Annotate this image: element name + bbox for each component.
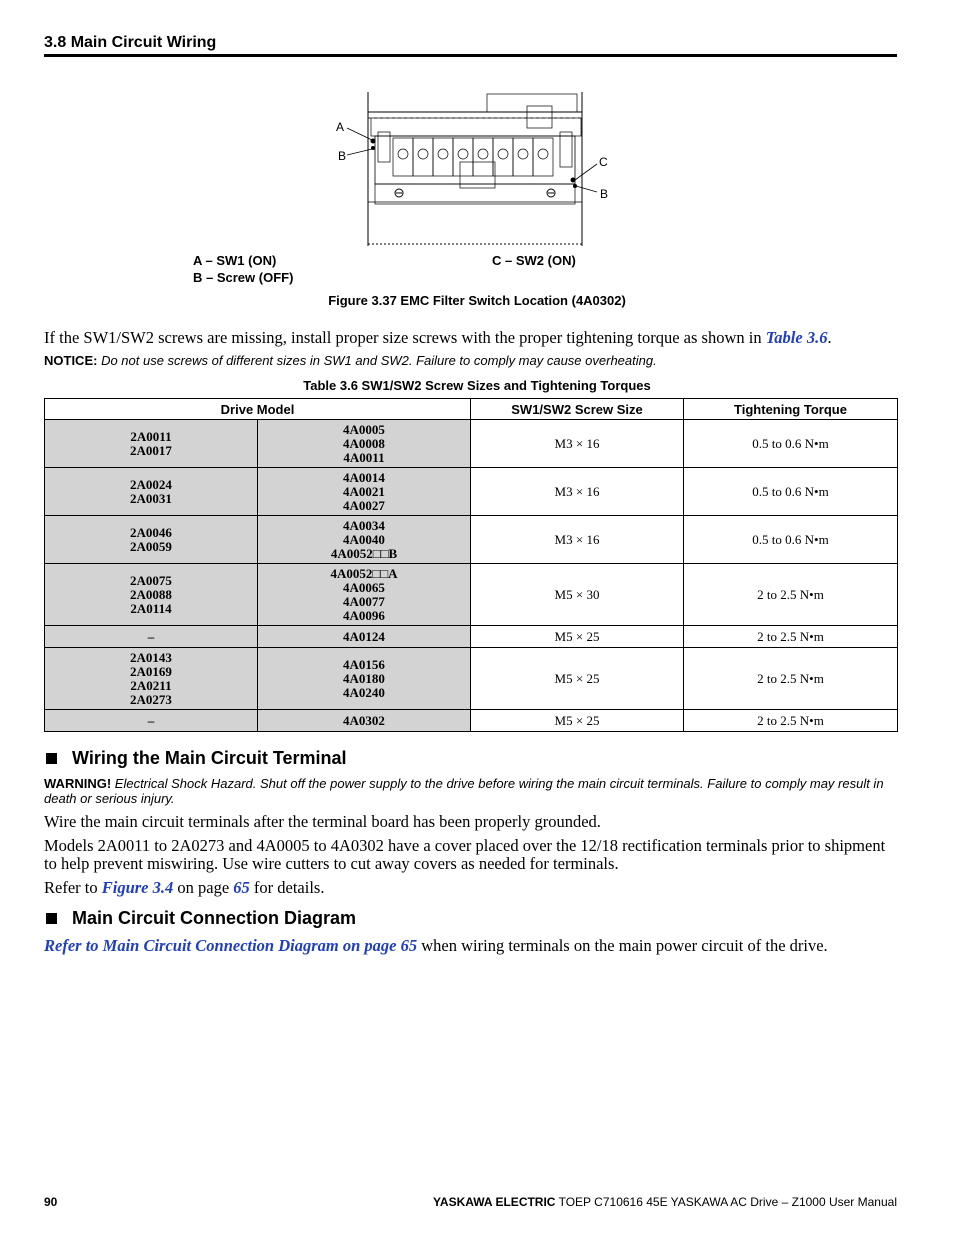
heading-text: Main Circuit Connection Diagram [72, 908, 357, 928]
screw-size-cell: M5 × 25 [471, 626, 684, 648]
warning-text: Electrical Shock Hazard. Shut off the power supply to the drive before wiring the main circuit terminals. Failure to comply may result in death or serious injury. [44, 776, 884, 806]
header-drive-model: Drive Model [45, 399, 471, 420]
notice-label: NOTICE: [44, 353, 98, 368]
screw-size-cell: M3 × 16 [471, 468, 684, 516]
refer-mid: on page [173, 878, 234, 897]
paragraph-cover: Models 2A0011 to 2A0273 and 4A0005 to 4A0302 have a cover placed over the 12/18 rectification terminals prior to shipment to help prevent miswiring. Use wire cutters to cut away covers as needed for terminals. [44, 836, 886, 873]
table-row [45, 468, 898, 516]
header-torque: Tightening Torque [684, 399, 898, 420]
screw-size-cell: M3 × 16 [471, 516, 684, 564]
diagram-text: when wiring terminals on the main power circuit of the drive. [417, 936, 828, 955]
table-row [45, 564, 898, 626]
section-header: 3.8 Main Circuit Wiring [44, 34, 217, 51]
section-bullet-icon [46, 913, 57, 924]
model-4a-cell: 4A0034 4A0040 4A0052□□B [258, 516, 471, 564]
section-bullet-icon [46, 753, 57, 764]
notice-message [44, 353, 904, 368]
model-4a-cell: 4A0302 [258, 710, 471, 732]
warning-message [44, 776, 904, 806]
torque-cell: 2 to 2.5 N•m [684, 710, 898, 732]
torque-cell: 0.5 to 0.6 N•m [684, 468, 898, 516]
screw-size-cell: M5 × 25 [471, 710, 684, 732]
page-65-link[interactable]: 65 [233, 878, 250, 897]
paragraph-end: . [827, 328, 832, 347]
table-caption: Table 3.6 SW1/SW2 Screw Sizes and Tightening Torques [303, 378, 651, 393]
footer-brand: YASKAWA ELECTRIC [433, 1195, 556, 1209]
paragraph-screws-missing [44, 329, 897, 347]
table-row [45, 648, 898, 710]
table-row [45, 516, 898, 564]
torque-cell: 2 to 2.5 N•m [684, 626, 898, 648]
screw-size-cell: M5 × 30 [471, 564, 684, 626]
header-screw-size: SW1/SW2 Screw Size [471, 399, 684, 420]
footer-document [433, 1195, 897, 1209]
warning-label: WARNING! [44, 776, 112, 791]
model-2a-cell: – [45, 626, 258, 648]
paragraph-grounded: Wire the main circuit terminals after the terminal board has been properly grounded. [44, 812, 601, 831]
figure-3-4-link[interactable]: Figure 3.4 [101, 878, 174, 897]
header-rule [44, 54, 897, 57]
legend-c: C – SW2 (ON) [492, 253, 576, 268]
table-row [45, 626, 898, 648]
torque-cell: 0.5 to 0.6 N•m [684, 420, 898, 468]
torque-cell: 0.5 to 0.6 N•m [684, 516, 898, 564]
figure-label-c: C [599, 155, 608, 169]
heading-connection-diagram [44, 908, 356, 929]
connection-diagram-link[interactable]: Refer to Main Circuit Connection Diagram on page 65 [44, 936, 418, 955]
screw-size-cell: M3 × 16 [471, 420, 684, 468]
screw-size-table [44, 398, 898, 732]
heading-wiring-main-circuit [44, 748, 347, 769]
model-2a-cell: 2A0011 2A0017 [45, 420, 258, 468]
figure-label-a: A [336, 120, 345, 134]
paragraph-refer [44, 879, 897, 897]
table-3-6-link[interactable]: Table 3.6 [765, 328, 828, 347]
torque-cell: 2 to 2.5 N•m [684, 648, 898, 710]
paragraph-diagram-reference [44, 937, 897, 955]
model-2a-cell: 2A0024 2A0031 [45, 468, 258, 516]
figure-caption: Figure 3.37 EMC Filter Switch Location (4A0302) [328, 293, 626, 308]
table-header-row [45, 399, 898, 420]
drive-terminal-illustration [335, 92, 615, 246]
model-2a-cell: 2A0075 2A0088 2A0114 [45, 564, 258, 626]
torque-cell: 2 to 2.5 N•m [684, 564, 898, 626]
model-4a-cell: 4A0156 4A0180 4A0240 [258, 648, 471, 710]
screw-size-cell: M5 × 25 [471, 648, 684, 710]
paragraph-text: If the SW1/SW2 screws are missing, install proper size screws with the proper tightening torque as shown in [44, 328, 766, 347]
legend-a: A – SW1 (ON) [193, 253, 277, 268]
model-2a-cell: 2A0046 2A0059 [45, 516, 258, 564]
table-row [45, 420, 898, 468]
figure-label-b-left: B [338, 149, 347, 163]
model-4a-cell: 4A0014 4A0021 4A0027 [258, 468, 471, 516]
table-body [45, 420, 898, 732]
model-2a-cell: – [45, 710, 258, 732]
model-4a-cell: 4A0124 [258, 626, 471, 648]
figure-label-b-right: B [600, 187, 609, 201]
refer-end: for details. [249, 878, 325, 897]
table-row [45, 710, 898, 732]
emc-filter-figure [335, 92, 615, 246]
model-4a-cell: 4A0052□□A 4A0065 4A0077 4A0096 [258, 564, 471, 626]
heading-text: Wiring the Main Circuit Terminal [72, 748, 347, 768]
page-number: 90 [44, 1195, 58, 1209]
footer-doc-title: TOEP C710616 45E YASKAWA AC Drive – Z1000 User Manual [555, 1195, 897, 1209]
refer-text: Refer to [44, 878, 102, 897]
model-4a-cell: 4A0005 4A0008 4A0011 [258, 420, 471, 468]
notice-text: Do not use screws of different sizes in SW1 and SW2. Failure to comply may cause overheating. [97, 353, 657, 368]
model-2a-cell: 2A0143 2A0169 2A0211 2A0273 [45, 648, 258, 710]
legend-b: B – Screw (OFF) [193, 270, 294, 285]
